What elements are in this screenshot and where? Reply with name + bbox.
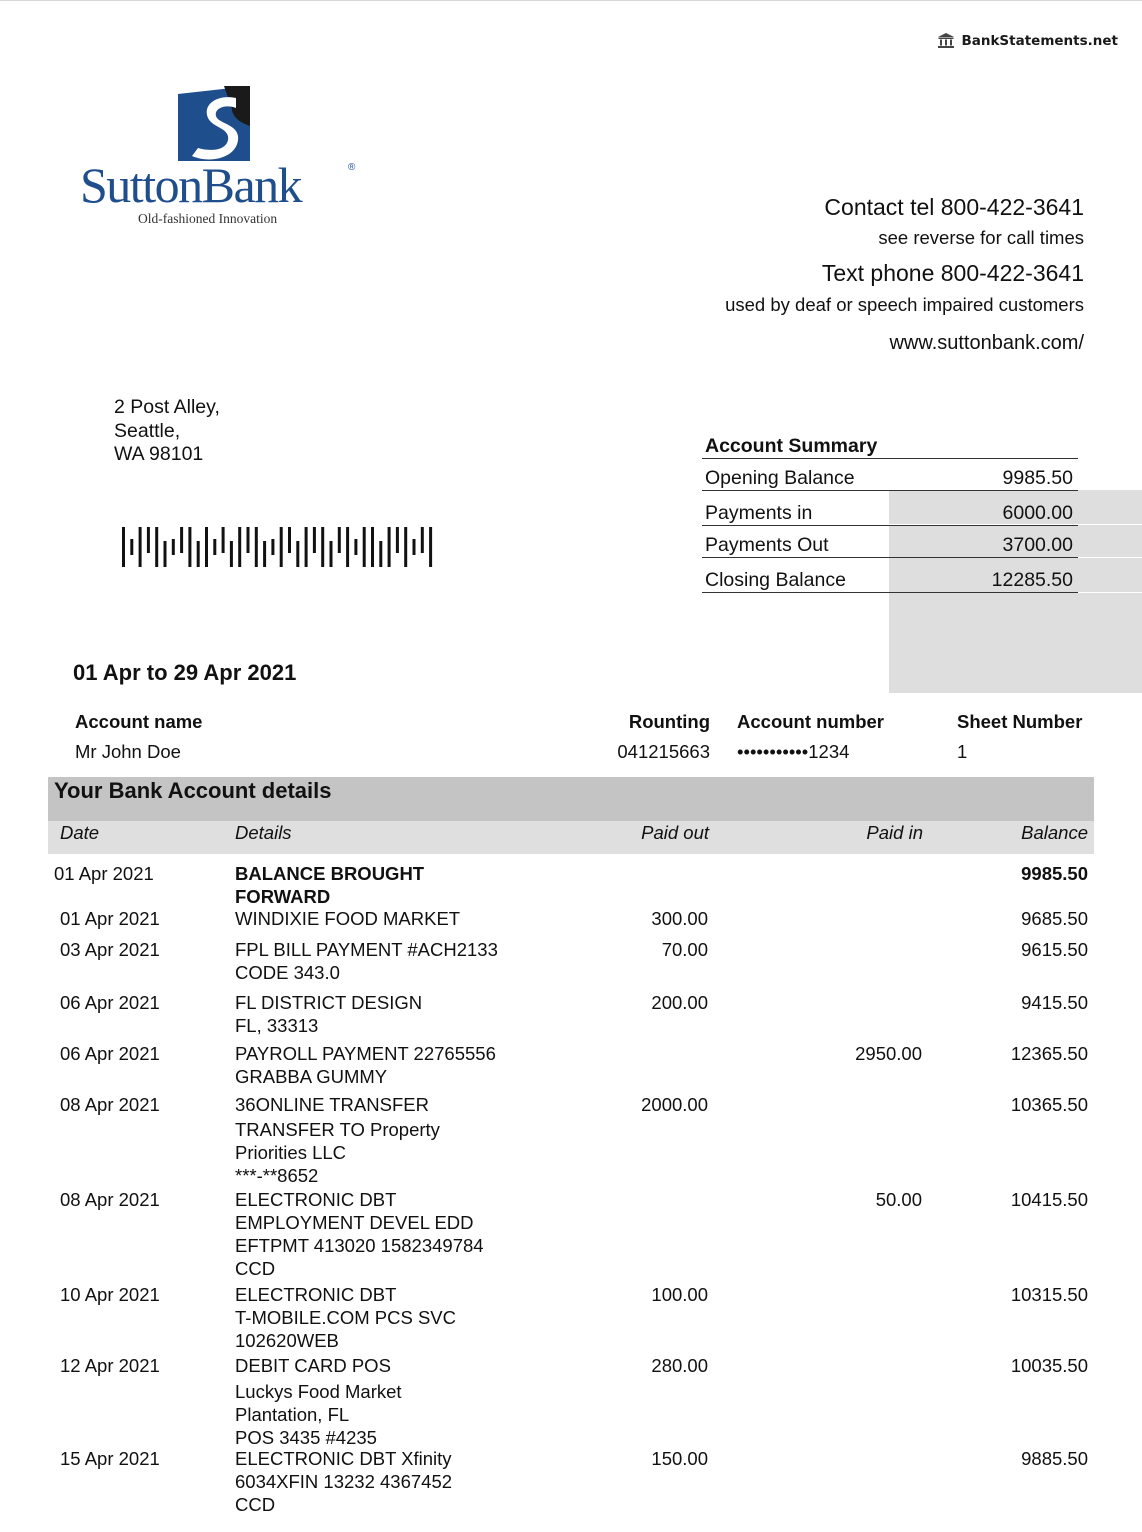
address-line: 2 Post Alley, [114,396,220,418]
barcode-bar [363,527,366,567]
summary-value: 3700.00 [1002,534,1073,556]
barcode-bar [263,541,266,567]
barcode-bar [338,527,341,553]
details-title: Your Bank Account details [54,778,332,803]
tx-details-line: FORWARD [235,886,331,907]
tx-date: 06 Apr 2021 [60,992,160,1013]
barcode-bar [354,539,357,555]
barcode-bar [288,527,291,553]
bank-icon [937,32,955,49]
tx-balance: 9885.50 [1021,1448,1088,1469]
tx-details-line: Plantation, FL [235,1404,350,1425]
sheet-number-label: Sheet Number [957,711,1083,732]
tx-paid-out: 70.00 [661,939,708,960]
col-balance: Balance [1021,822,1088,843]
barcode-bar [313,527,316,553]
tx-date: 15 Apr 2021 [60,1448,160,1469]
tx-details-line: EMPLOYMENT DEVEL EDD [235,1212,474,1233]
summary-label: Payments in [705,502,813,524]
barcode-bar [180,527,183,553]
tx-details-line: CCD [235,1258,276,1279]
tx-paid-out: 300.00 [651,908,708,929]
barcode-bar [271,539,274,555]
bank-logo-name: SuttonBank [80,157,302,213]
tx-balance: 9415.50 [1021,992,1088,1013]
barcode-bar [164,541,167,567]
account-number-label: Account number [737,711,884,732]
tx-paid-out: 280.00 [651,1355,708,1376]
barcode-bar [330,541,333,567]
address-line: Seattle, [114,419,181,442]
tx-details-line: 102620WEB [235,1330,339,1351]
tx-details-line: BALANCE BROUGHT [235,863,425,884]
barcode-bar [413,539,416,555]
col-paid-out: Paid out [641,822,709,843]
tx-details-line: CODE 343.0 [235,962,340,983]
summary-title: Account Summary [705,435,878,457]
tx-details-line: Luckys Food Market [235,1381,402,1402]
contact-text-note: used by deaf or speech impaired customers [725,294,1084,315]
tx-details-line: POS 3435 #4235 [235,1427,377,1448]
barcode-bar [296,541,299,567]
col-details: Details [235,822,292,843]
col-date: Date [60,822,100,843]
barcode-bar [139,527,142,567]
tx-balance: 10035.50 [1010,1355,1088,1376]
registered-mark: ® [348,162,356,173]
summary-row-payments-out [705,534,1073,557]
contact-tel: Contact tel 800-422-3641 [824,194,1084,220]
tx-paid-in: 2950.00 [855,1043,922,1064]
contact-text-phone: Text phone 800-422-3641 [821,260,1084,286]
tx-date: 08 Apr 2021 [60,1094,160,1115]
tx-details-line: 6034XFIN 13232 4367452 [235,1471,453,1492]
tx-details-line: Priorities LLC [235,1142,347,1163]
summary-row-opening [705,467,1073,490]
tx-details-line: ELECTRONIC DBT [235,1284,397,1305]
tx-details-line: TRANSFER TO Property [235,1119,440,1140]
summary-row-closing [705,569,1073,592]
top-border [0,0,1142,1]
tx-balance: 9615.50 [1021,939,1088,960]
summary-value: 6000.00 [1002,502,1073,524]
tx-date: 12 Apr 2021 [60,1355,160,1376]
barcode-bar [230,541,233,567]
tx-paid-out: 2000.00 [641,1094,708,1115]
barcode-bar [346,527,349,567]
account-number-value: •••••••••••1234 [737,741,850,762]
tx-details-line: FL DISTRICT DESIGN [235,992,423,1013]
barcode-bar [188,527,191,567]
barcode-bar [155,527,158,567]
tx-balance: 10365.50 [1010,1094,1088,1115]
tx-details-line: ***-**8652 [235,1165,319,1186]
barcode-bar [222,527,225,553]
postal-barcode [120,527,438,567]
summary-label: Closing Balance [705,569,846,591]
barcode-bar [305,527,308,567]
summary-rule [702,592,1078,593]
bank-logo-mark [178,86,250,161]
tx-balance: 10415.50 [1010,1189,1088,1210]
tx-paid-out: 150.00 [651,1448,708,1469]
barcode-bar [213,539,216,555]
tx-details-line: 36ONLINE TRANSFER [235,1094,429,1115]
tx-details-line: EFTPMT 413020 1582349784 [235,1235,484,1256]
sheet-number-value: 1 [957,741,968,762]
watermark-label: BankStatements.net [961,32,1118,49]
bank-logo [80,86,370,236]
barcode-bar [130,539,133,555]
tx-details-line: T-MOBILE.COM PCS SVC [235,1307,457,1328]
barcode-bar [197,541,200,567]
tx-paid-in: 50.00 [875,1189,922,1210]
routing-value: 041215663 [617,741,710,762]
barcode-bar [255,527,258,567]
col-paid-in: Paid in [866,822,923,843]
tx-details-line: FL, 33313 [235,1015,319,1036]
summary-label: Opening Balance [705,467,855,489]
tx-date: 03 Apr 2021 [60,939,160,960]
address-line: WA 98101 [114,443,204,465]
barcode-bar [388,527,391,567]
barcode-bar [396,527,399,553]
tx-date: 01 Apr 2021 [60,908,160,929]
tx-balance: 12365.50 [1010,1043,1088,1064]
tx-details-line: WINDIXIE FOOD MARKET [235,908,461,929]
tx-details-line: DEBIT CARD POS [235,1355,391,1376]
bank-tagline: Old-fashioned Innovation [138,211,278,226]
tx-balance: 10315.50 [1010,1284,1088,1305]
barcode-bar [429,527,432,567]
tx-details-line: PAYROLL PAYMENT 22765556 [235,1043,496,1064]
contact-website[interactable]: www.suttonbank.com/ [889,332,1084,354]
summary-rule [702,490,1078,491]
account-name-value: Mr John Doe [75,741,181,762]
tx-details-line: GRABBA GUMMY [235,1066,388,1087]
customer-address [114,396,220,467]
statement-period: 01 Apr to 29 Apr 2021 [73,660,297,685]
barcode-bar [371,527,374,567]
barcode-bar [147,527,150,553]
tx-details-line: ELECTRONIC DBT Xfinity [235,1448,452,1469]
tx-paid-out: 200.00 [651,992,708,1013]
barcode-bar [122,527,125,567]
barcode-bar [421,527,424,553]
contact-tel-note: see reverse for call times [878,227,1084,248]
tx-paid-out: 100.00 [651,1284,708,1305]
tx-date: 06 Apr 2021 [60,1043,160,1064]
tx-balance: 9985.50 [1021,863,1088,884]
barcode-bar [379,541,382,567]
tx-balance: 9685.50 [1021,908,1088,929]
summary-rule [702,458,1078,459]
tx-date: 01 Apr 2021 [54,863,154,884]
barcode-bar [172,539,175,555]
barcode-bar [205,527,208,567]
summary-row-payments-in [705,502,1073,525]
barcode-bar [280,527,283,567]
summary-label: Payments Out [705,534,829,556]
summary-rule [702,557,1078,558]
account-name-label: Account name [75,711,203,732]
tx-details-line: FPL BILL PAYMENT #ACH2133 [235,939,498,960]
summary-rule [702,525,1078,526]
summary-value: 9985.50 [1002,467,1073,489]
barcode-bar [321,527,324,567]
tx-details-line: ELECTRONIC DBT [235,1189,397,1210]
tx-details-line: CCD [235,1494,276,1515]
column-header-band [48,821,1094,854]
summary-value: 12285.50 [991,569,1073,591]
barcode-bar [238,527,241,567]
watermark-brand [937,32,1118,49]
tx-date: 10 Apr 2021 [60,1284,160,1305]
routing-label: Rounting [628,711,710,732]
tx-date: 08 Apr 2021 [60,1189,160,1210]
barcode-bar [404,527,407,567]
barcode-bar [247,527,250,553]
